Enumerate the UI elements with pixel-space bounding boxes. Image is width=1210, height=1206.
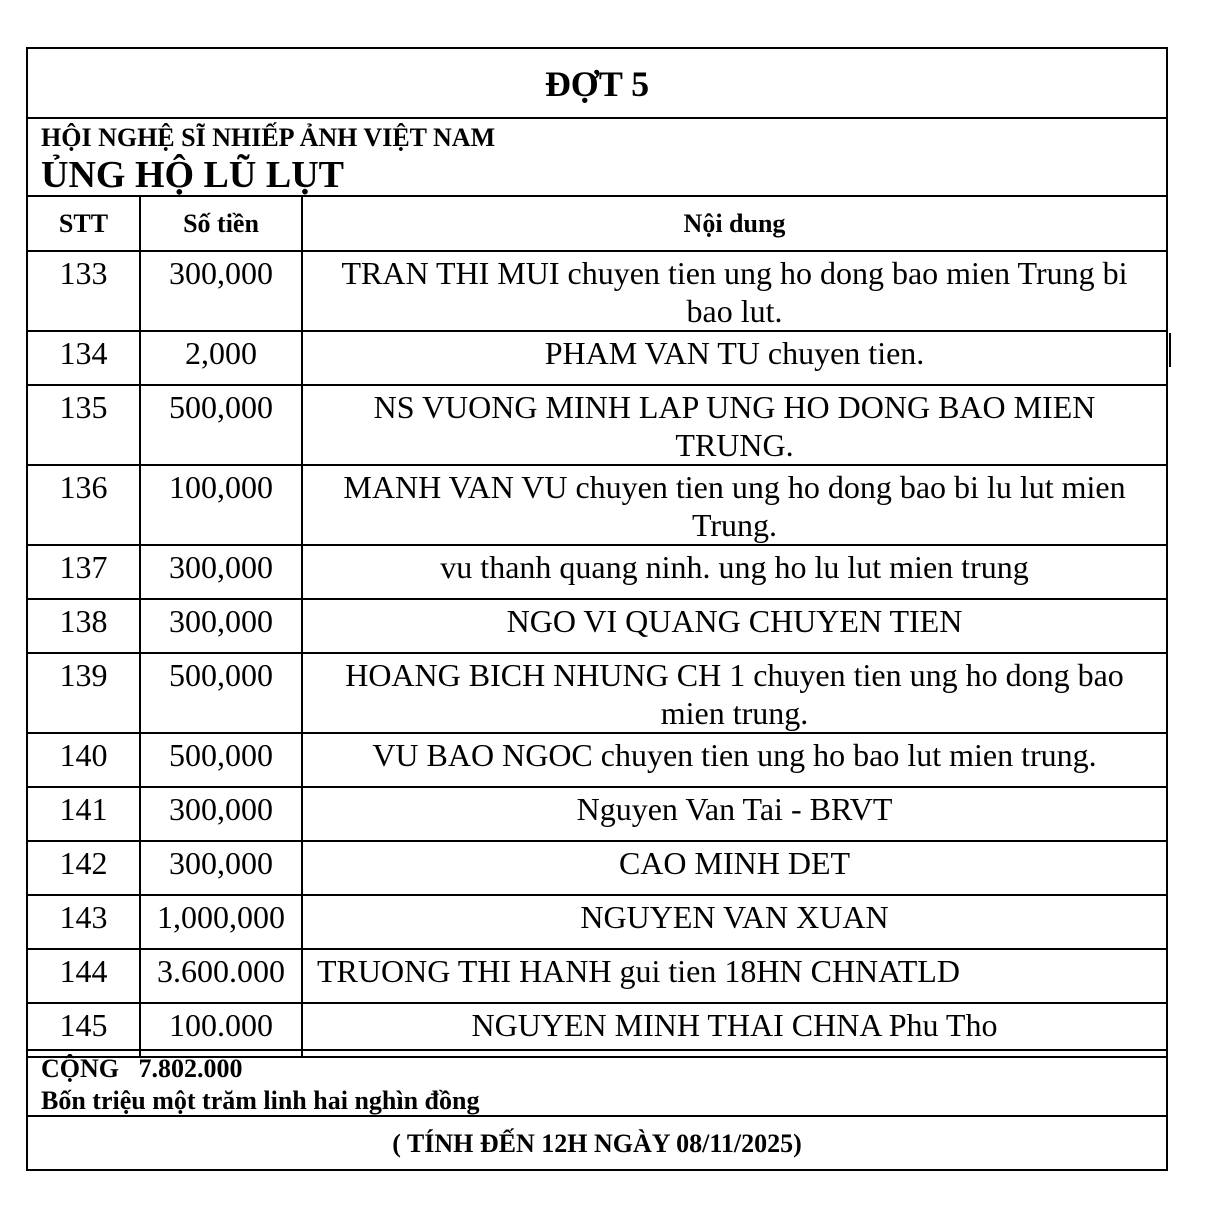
- row-amount: 100,000: [140, 465, 302, 545]
- footer-note: ( TÍNH ĐẾN 12H NGÀY 08/11/2025): [392, 1129, 802, 1158]
- table-row: [28, 465, 1166, 545]
- table-row: [28, 787, 1166, 841]
- row-amount: 500,000: [140, 733, 302, 787]
- column-header-stt: STT: [28, 197, 140, 251]
- row-content: NGUYEN MINH THAI CHNA Phu Tho: [302, 1003, 1166, 1057]
- total-amount: 7.802.000: [138, 1054, 243, 1083]
- donation-sheet: [26, 47, 1168, 1171]
- table-row: [28, 895, 1166, 949]
- table-row: [28, 949, 1166, 1003]
- column-header-amount: Số tiền: [140, 197, 302, 251]
- row-content: PHAM VAN TU chuyen tien.: [302, 331, 1166, 385]
- row-amount: 2,000: [140, 331, 302, 385]
- row-stt: 144: [28, 949, 140, 1003]
- table-row: [28, 545, 1166, 599]
- table-row: [28, 733, 1166, 787]
- row-stt: 134: [28, 331, 140, 385]
- row-content: MANH VAN VU chuyen tien ung ho dong bao bi lu lut mien Trung.: [302, 465, 1166, 545]
- row-amount: 100.000: [140, 1003, 302, 1057]
- table-row: [28, 385, 1166, 465]
- row-stt: 133: [28, 251, 140, 331]
- row-amount: 3.600.000: [140, 949, 302, 1003]
- table-row: [28, 841, 1166, 895]
- table-body: [28, 251, 1166, 1057]
- row-amount: 300,000: [140, 545, 302, 599]
- row-content: NGO VI QUANG CHUYEN TIEN: [302, 599, 1166, 653]
- total-label: CỘNG: [41, 1054, 119, 1083]
- row-stt: 141: [28, 787, 140, 841]
- table-row: [28, 653, 1166, 733]
- row-stt: 143: [28, 895, 140, 949]
- table-header: [28, 197, 1166, 251]
- row-content: NGUYEN VAN XUAN: [302, 895, 1166, 949]
- row-stt: 137: [28, 545, 140, 599]
- purpose-heading: ỦNG HỘ LŨ LỤT: [41, 154, 344, 196]
- footer-band: [28, 1117, 1166, 1171]
- row-content: CAO MINH DET: [302, 841, 1166, 895]
- page-title: ĐỢT 5: [544, 64, 650, 104]
- table-row: [28, 331, 1166, 385]
- table-row: [28, 599, 1166, 653]
- row-stt: 135: [28, 385, 140, 465]
- total-in-words: Bốn triệu một trăm linh hai nghìn đồng: [41, 1086, 480, 1115]
- row-content: TRUONG THI HANH gui tien 18HN CHNATLD: [302, 949, 1166, 1003]
- row-stt: 139: [28, 653, 140, 733]
- total-band: [28, 1049, 1166, 1117]
- table-row: [28, 251, 1166, 331]
- row-amount: 500,000: [140, 385, 302, 465]
- row-content: vu thanh quang ninh. ung ho lu lut mien trung: [302, 545, 1166, 599]
- row-stt: 145: [28, 1003, 140, 1057]
- title-band: [28, 49, 1166, 119]
- row-content: HOANG BICH NHUNG CH 1 chuyen tien ung ho dong bao mien trung.: [302, 653, 1166, 733]
- row-content: VU BAO NGOC chuyen tien ung ho bao lut mien trung.: [302, 733, 1166, 787]
- total-line: [41, 1054, 243, 1084]
- row-amount: 300,000: [140, 787, 302, 841]
- row-content: Nguyen Van Tai - BRVT: [302, 787, 1166, 841]
- row-amount: 300,000: [140, 251, 302, 331]
- row-content: TRAN THI MUI chuyen tien ung ho dong bao mien Trung bi bao lut.: [302, 251, 1166, 331]
- row-amount: 300,000: [140, 599, 302, 653]
- organization-name: HỘI NGHỆ SĨ NHIẾP ẢNH VIỆT NAM: [41, 123, 496, 152]
- organization-band: [28, 119, 1166, 197]
- header-row: [28, 197, 1166, 251]
- row-content: NS VUONG MINH LAP UNG HO DONG BAO MIEN TRUNG.: [302, 385, 1166, 465]
- donations-table: [28, 197, 1166, 1058]
- row-amount: 1,000,000: [140, 895, 302, 949]
- row-amount: 500,000: [140, 653, 302, 733]
- row-amount: 300,000: [140, 841, 302, 895]
- row-stt: 138: [28, 599, 140, 653]
- column-header-content: Nội dung: [302, 197, 1166, 251]
- text-cursor-mark: [1169, 333, 1171, 367]
- row-stt: 136: [28, 465, 140, 545]
- row-stt: 142: [28, 841, 140, 895]
- row-stt: 140: [28, 733, 140, 787]
